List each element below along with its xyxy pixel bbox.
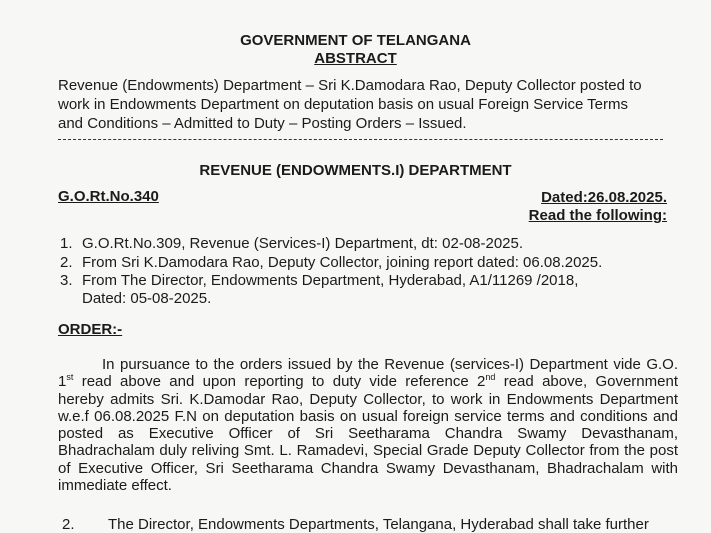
reference-number: 3. — [60, 272, 73, 289]
reference-item-3 — [60, 272, 578, 290]
reference-item-1 — [60, 235, 523, 253]
order-para-line: posted as Executive Officer of Sri Seetharama Chandra Swamy Devasthanam, — [58, 425, 678, 443]
reference-text: From The Director, Endowments Department, Hyderabad, A1/11269 /2018, — [82, 272, 579, 289]
reference-number: 1. — [60, 235, 73, 252]
order-para-line: In pursuance to the orders issued by the Revenue (services-I) Department vide G.O. — [102, 356, 678, 373]
reference-text: G.O.Rt.No.309, Revenue (Services-I) Department, dt: 02-08-2025. — [82, 235, 524, 252]
abstract-heading: ABSTRACT — [314, 50, 397, 67]
reference-number: 2. — [60, 254, 73, 271]
subject-line-3: and Conditions – Admitted to Duty – Posting Orders – Issued. — [58, 115, 467, 132]
go-date: Dated:26.08.2025. — [541, 189, 667, 206]
reference-text: From Sri K.Damodara Rao, Deputy Collector, joining report dated: 06.08.2025. — [82, 254, 603, 271]
read-following-heading: Read the following: — [528, 207, 667, 224]
order-para-line: of Executive Officer, Sri Seetharama Chandra Swamy Devasthanam, Bhadrachalam with — [58, 459, 678, 477]
order-para-line: w.e.f 06.08.2025 F.N on deputation basis on usual foreign service terms and conditions and — [58, 407, 678, 425]
reference-item-3-date: Dated: 05-08-2025. — [82, 290, 212, 307]
order-para-line: 1st read above and upon reporting to duty vide reference 2nd read above, Government — [58, 373, 678, 391]
dashed-separator — [58, 139, 663, 140]
order-heading: ORDER:- — [58, 321, 123, 338]
order-para-line: Bhadrachalam duly reliving Smt. L. Ramadevi, Special Grade Deputy Collector from the post — [58, 442, 678, 460]
order-para-line: hereby admits Sri. K.Damodar Rao, Deputy Collector, to work in Endowments Department — [58, 390, 678, 408]
reference-item-2 — [60, 254, 602, 272]
subject-line-2: work in Endowments Department on deputation basis on usual Foreign Service Terms — [58, 96, 629, 113]
department-heading: REVENUE (ENDOWMENTS.I) DEPARTMENT — [199, 162, 512, 179]
government-heading: GOVERNMENT OF TELANGANA — [240, 32, 471, 49]
subject-line-1: Revenue (Endowments) Department – Sri K.Damodara Rao, Deputy Collector posted to — [58, 77, 642, 94]
order-paragraph-1 — [58, 356, 678, 494]
paragraph-text: The Director, Endowments Departments, Telangana, Hyderabad shall take further — [108, 516, 649, 533]
go-number: G.O.Rt.No.340 — [58, 188, 159, 205]
paragraph-number: 2. — [62, 516, 75, 533]
order-para-line: immediate effect. — [58, 477, 172, 495]
order-paragraph-2 — [62, 516, 649, 533]
